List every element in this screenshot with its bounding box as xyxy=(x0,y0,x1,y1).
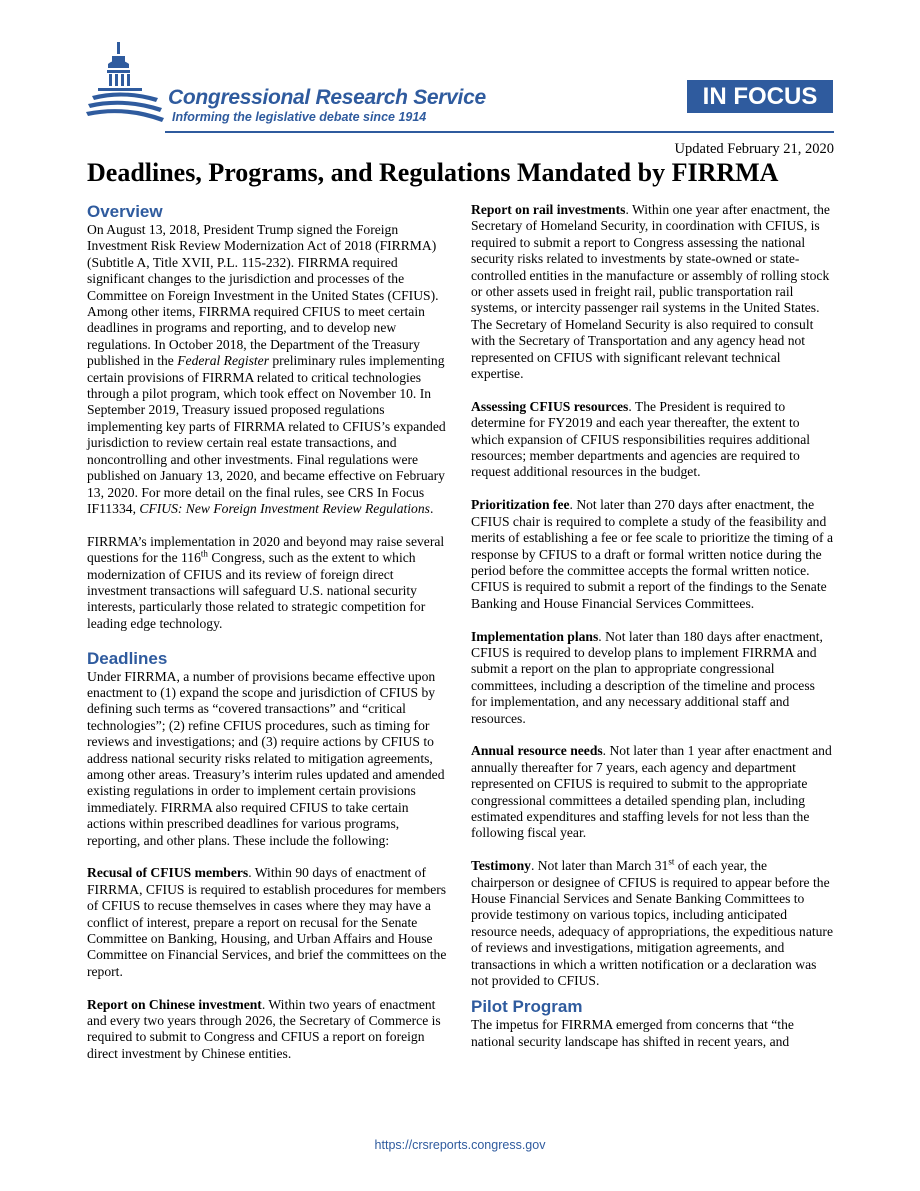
capitol-dome-logo-icon xyxy=(84,40,174,130)
document-header xyxy=(0,0,920,140)
report-reference-italic: CFIUS: New Foreign Investment Review Regulations xyxy=(139,500,430,516)
section-heading-deadlines: Deadlines xyxy=(87,648,168,668)
rail-investments-paragraph: Report on rail investments. Within one year after enactment, the Secretary of Homeland Security, in coordination with CFIUS, is required to submit a report to Congress assessing the national security risks related to investments by state-owned or state-controlled entities in the manufacture or assembly of rolling stock or other assets used in freight rail, public transportation rail systems, or intercity passenger rail systems in the United States. The Secretary of Homeland Security is also required to consult with the Secretary of Transportation and any agency head not represented on CFIUS with significant relevant technical expertise. xyxy=(471,202,830,382)
org-tagline: Informing the legislative debate since 1914 xyxy=(172,110,427,124)
in-focus-badge: IN FOCUS xyxy=(687,80,833,113)
prioritization-fee-paragraph: Prioritization fee. Not later than 270 days after enactment, the CFIUS chair is required to complete a study of the feasibility and merits of establishing a fee or fee scale to prioritize the timing of a response by CFIUS to a draft or formal written notice during the period before the committee accepts the formal written notice. CFIUS is required to submit a report of the findings to the Senate Banking and House Financial Services Committees. xyxy=(471,497,833,611)
deadlines-intro: Under FIRRMA, a number of provisions became effective upon enactment to (1) expand the scope and jurisdiction of CFIUS by defining such terms as “covered transactions” and “critical technologies”; (2) refine CFIUS procedures, such as timing for reviews and investigations; and (3) require actions by CFIUS to address national security risks related to mitigation agreements, among other areas. Treasury’s interim rules updated and amended existing regulations in order to implement certain provisions immediately. FIRRMA also required CFIUS to take certain actions within prescribed deadlines for various programs, reporting, and other plans. These include the following: xyxy=(87,668,445,848)
document-title: Deadlines, Programs, and Regulations Mandated by FIRRMA xyxy=(87,158,779,187)
footer-url-link[interactable]: https://crsreports.congress.gov xyxy=(374,1138,546,1152)
pilot-program-paragraph: The impetus for FIRRMA emerged from concerns that “the national security landscape has shifted in recent years, and xyxy=(471,1017,794,1049)
chinese-investment-paragraph: Report on Chinese investment. Within two years of enactment and every two years through 2026, the Secretary of Commerce is required to submit to Congress and CFIUS a report on foreign direct investment by Chinese entities. xyxy=(87,996,441,1061)
federal-register-italic: Federal Register xyxy=(177,353,269,369)
overview-paragraph-1: On August 13, 2018, President Trump signed the Foreign Investment Risk Review Modernization Act of 2018 (FIRRMA) (Subtitle A, Title XVII, P.L. 115-232). FIRRMA required significant changes to the jurisdiction and processes of the Committee on Foreign Investment in the United States (CFIUS). Among other items, FIRRMA required CFIUS to meet certain deadlines in programs and reporting, and to develop new regulations. In October 2018, the Department of the Treasury published in the Federal Register preliminary rules implementing certain provisions of FIRRMA related to critical technologies through a pilot program, which took effect on November 10. In September 2019, Treasury issued proposed regulations implementing key parts of FIRRMA related to CFIUS’s expanded jurisdiction to review certain real estate transactions, and noncontrolling and other investments. Final regulations were published on January 13, 2020, and became effective on February 13, 2020. For more detail on the final rules, see CRS In Focus IF11334, CFIUS: New Foreign Investment Review Regulations. xyxy=(87,222,446,516)
implementation-plans-paragraph: Implementation plans. Not later than 180 days after enactment, CFIUS is required to develop plans to implement FIRRMA and submit a report on the plan to appropriate congressional committees, including a description of the timeline and process for implementation, and any necessary additional staff and resources. xyxy=(471,628,823,726)
left-column xyxy=(87,202,449,1062)
annual-resource-paragraph: Annual resource needs. Not later than 1 year after enactment and annually thereafter for 7 years, each agency and department represented on CFIUS is required to submit to the appropriate congressional committees a detailed spending plan, including estimated expenditures and staffing levels for not less than the following fiscal year. xyxy=(471,743,832,841)
testimony-paragraph: Testimony. Not later than March 31st of each year, the chairperson or designee of CFIUS is required to appear before the House Financial Services and Senate Banking Committees to provide testimony on various topics, including anticipated resource needs, adequacy of appropriations, the expeditious nature of reviews and investigations, mitigation agreements, and transactions in which a written notification or a declaration was not provided to CFIUS. xyxy=(471,856,833,989)
right-column xyxy=(471,202,833,1050)
recusal-paragraph: Recusal of CFIUS members. Within 90 days of enactment of FIRRMA, CFIUS is required to establish procedures for members of CFIUS to recuse themselves in cases where they may have a conflict of interest, prepare a report on recusal for the Senate Committee on Banking, Housing, and Urban Affairs and House Committee on Financial Services, and brief the committees on the report. xyxy=(87,865,447,979)
section-heading-pilot-program: Pilot Program xyxy=(471,997,583,1017)
org-name: Congressional Research Service xyxy=(168,86,486,109)
updated-date: Updated February 21, 2020 xyxy=(674,141,834,157)
section-heading-overview: Overview xyxy=(87,202,163,221)
overview-paragraph-2: FIRRMA’s implementation in 2020 and beyond may raise several questions for the 116th Congress, such as the extent to which modernization of CFIUS and its review of foreign direct investment transactions will safeguard U.S. national security interests, particularly those related to strategic competition for leading edge technology. xyxy=(87,533,445,631)
header-rule xyxy=(165,131,834,133)
cfius-resources-paragraph: Assessing CFIUS resources. The President is required to determine for FY2019 and each year thereafter, the extent to which expansion of CFIUS responsibilities requires additional resources; member departments and agencies are required to request additional resources in the budget. xyxy=(471,398,811,480)
